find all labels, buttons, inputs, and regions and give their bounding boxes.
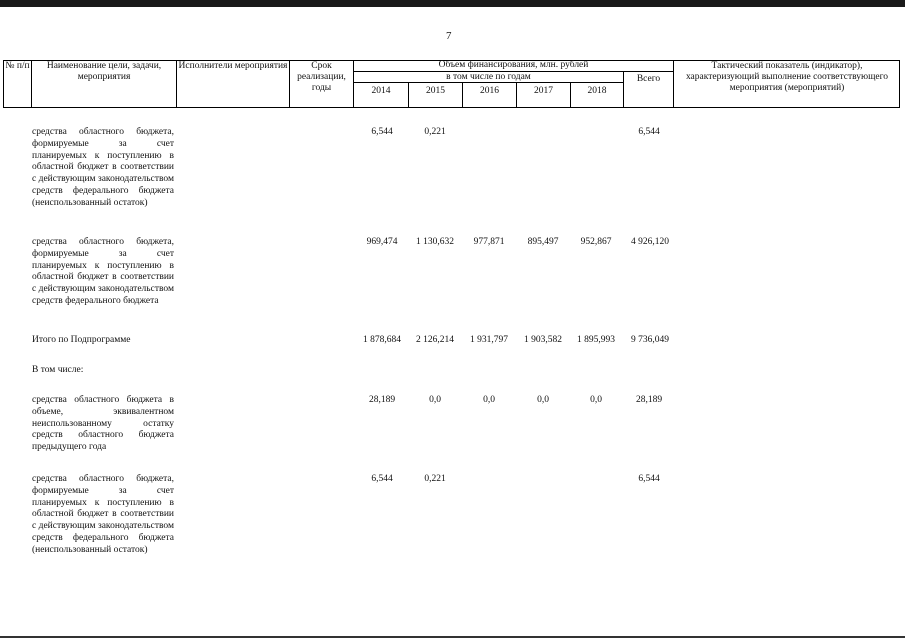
cell-2014: 28,189 <box>368 395 396 405</box>
cell-total: 4 926,120 <box>631 237 669 247</box>
page-number: 7 <box>446 30 452 42</box>
cell-2016: 977,871 <box>473 237 505 247</box>
header-year-2016: 2016 <box>480 86 499 96</box>
header-executors: Исполнители мероприятия <box>178 61 288 71</box>
header-no: № п/п <box>5 61 30 71</box>
vline-2 <box>176 60 177 108</box>
cell-total: 28,189 <box>635 395 663 405</box>
row-label: средства областного бюджета в объеме, эквивалентном неиспользованному остатку средств областного бюджета предыдущего года <box>32 395 174 453</box>
header-year-2018: 2018 <box>587 86 607 96</box>
header-bottom-line <box>3 107 900 108</box>
cell-2015: 0,221 <box>424 474 446 484</box>
row-label: В том числе: <box>32 365 84 375</box>
cell-2018: 0,0 <box>590 395 602 405</box>
cell-2014: 1 878,684 <box>363 335 401 345</box>
header-total: Всего <box>636 74 661 84</box>
top-border <box>0 0 905 7</box>
row-label: средства областного бюджета, формируемые за счет планируемых к поступлению в областной бюджет в соответствии с действующим законодательством средств федерального бюджета (неиспользованный остаток) <box>32 127 174 208</box>
header-term: Срок реализации, годы <box>297 61 346 93</box>
table-header <box>3 60 900 108</box>
cell-2014: 6,544 <box>371 474 393 484</box>
cell-2017: 1 903,582 <box>524 335 562 345</box>
vline-10 <box>673 60 674 108</box>
cell-total: 6,544 <box>638 127 660 137</box>
row-label: Итого по Подпрограмме <box>32 335 131 345</box>
cell-2016: 0,0 <box>483 395 495 405</box>
header-year-2017: 2017 <box>534 86 553 96</box>
cell-2015: 2 126,214 <box>416 335 454 345</box>
header-indicator: Тактический показатель (индикатор), характеризующий выполнение соответствующего мероприятия (мероприятий) <box>685 61 889 93</box>
vline-1 <box>31 60 32 108</box>
cell-total: 9 736,049 <box>631 335 669 345</box>
cell-2018: 1 895,993 <box>577 335 615 345</box>
vline-11 <box>899 60 900 108</box>
cell-2016: 1 931,797 <box>470 335 508 345</box>
cell-total: 6,544 <box>638 474 660 484</box>
vline-3 <box>289 60 290 108</box>
cell-2018: 952,867 <box>580 237 612 247</box>
cell-2017: 0,0 <box>537 395 549 405</box>
row-label: средства областного бюджета, формируемые за счет планируемых к поступлению в областной бюджет в соответствии с действующим законодательством средств федерального бюджета (неиспользованный остаток) <box>32 474 174 555</box>
cell-2015: 1 130,632 <box>416 237 454 247</box>
header-incl-years: в том числе по годам <box>446 72 531 82</box>
header-name: Наименование цели, задачи, мероприятия <box>46 61 162 82</box>
header-year-2014: 2014 <box>371 86 391 96</box>
header-funding: Объем финансирования, млн. рублей <box>438 60 589 70</box>
header-year-2015: 2015 <box>426 86 445 96</box>
bottom-border <box>0 636 905 638</box>
cell-2015: 0,0 <box>429 395 441 405</box>
cell-2015: 0,221 <box>424 127 446 137</box>
cell-2017: 895,497 <box>527 237 559 247</box>
vline-4 <box>353 60 354 108</box>
cell-2014: 969,474 <box>366 237 398 247</box>
cell-2014: 6,544 <box>371 127 393 137</box>
row-label: средства областного бюджета, формируемые за счет планируемых к поступлению в областной бюджет в соответствии с действующим законодательством средств федерального бюджета <box>32 237 174 306</box>
